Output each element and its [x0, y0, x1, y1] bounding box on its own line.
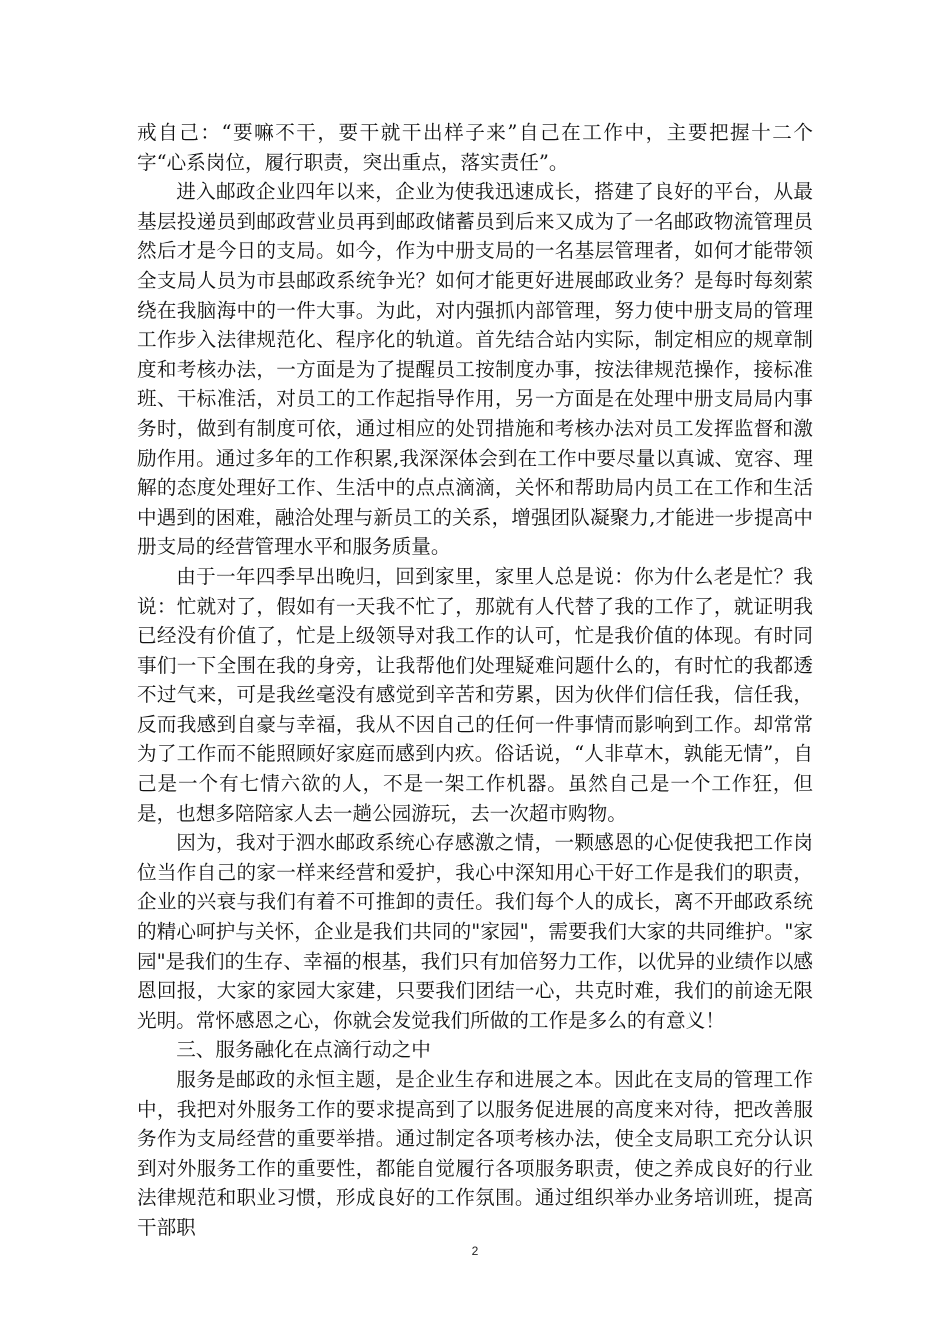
- section-heading: 三、服务融化在点滴行动之中: [176, 1038, 431, 1062]
- paragraph-5: 服务是邮政的永恒主题，是企业生存和进展之本。因此在支局的管理工作中，我把对外服务工作的要求提高到了以服务促进展的高度来对待，把改善服务作为支局经营的重要举措。通过制定各项考核办法，使全支局职工充分认识到对外服务工作的重要性，都能自觉履行各项服务职责，使之养成良好的行业法律规范和职业习惯，形成良好的工作氛围。通过组织举办业务培训班，提高干部职: [137, 1068, 813, 1239]
- page-number: 2: [471, 1244, 479, 1258]
- paragraph-4: 因为，我对于泗水邮政系统心存感激之情，一颗感恩的心促使我把工作岗位当作自己的家一样来经营和爱护，我心中深知用心干好工作是我们的职责，企业的兴衰与我们有着不可推卸的责任。我们每个人的成长，离不开邮政系统的精心呵护与关怀，企业是我们共同的"家园"，需要我们大家的共同维护。"家园"是我们的生存、幸福的根基，我们只有加倍努力工作，以优异的业绩作以感恩回报，大家的家园大家建，只要我们团结一心，共克时难，我们的前途无限光明。常怀感恩之心，你就会发觉我们所做的工作是多么的有意义！: [137, 831, 813, 1032]
- paragraph-3: 由于一年四季早出晚归，回到家里，家里人总是说：你为什么老是忙？我说：忙就对了，假如有一天我不忙了，那就有人代替了我的工作了，就证明我已经没有价值了，忙是上级领导对我工作的认可，忙是我价值的体现。有时同事们一下全围在我的身旁，让我帮他们处理疑难问题什么的，有时忙的我都透不过气来，可是我丝毫没有感觉到辛苦和劳累，因为伙伴们信任我，信任我，反而我感到自豪与幸福，我从不因自己的任何一件事情而影响到工作。却常常为了工作而不能照顾好家庭而感到内疚。俗话说，“人非草木，孰能无情”，自己是一个有七情六欲的人，不是一架工作机器。虽然自己是一个工作狂，但是，也想多陪陪家人去一趟公园游玩，去一次超市购物。: [137, 564, 813, 825]
- paragraph-2: 进入邮政企业四年以来，企业为使我迅速成长，搭建了良好的平台，从最基层投递员到邮政营业员再到邮政储蓄员到后来又成为了一名邮政物流管理员然后才是今日的支局。如今，作为中册支局的一名基层管理者，如何才能带领全支局人员为市县邮政系统争光？如何才能更好进展邮政业务？是每时每刻萦绕在我脑海中的一件大事。为此，对内强抓内部管理，努力使中册支局的管理工作步入法律规范化、程序化的轨道。首先结合站内实际，制定相应的规章制度和考核办法，一方面是为了提醒员工按制度办事，按法律规范操作，接标准班、干标准活，对员工的工作起指导作用，另一方面是在处理中册支局局内事务时，做到有制度可依，通过相应的处罚措施和考核办法对员工发挥监督和激励作用。通过多年的工作积累,我深深体会到在工作中要尽量以真诚、宽容、理解的态度处理好工作、生活中的点点滴滴，关怀和帮助局内员工在工作和生活中遇到的困难，融洽处理与新员工的关系，增强团队凝聚力,才能进一步提高中册支局的经营管理水平和服务质量。: [137, 180, 813, 559]
- paragraph-1: 戒自己：“要嘛不干，要干就干出样子来”自己在工作中，主要把握十二个字“心系岗位，履行职责，突出重点，落实责任”。: [137, 121, 813, 174]
- document-body: [137, 118, 813, 1243]
